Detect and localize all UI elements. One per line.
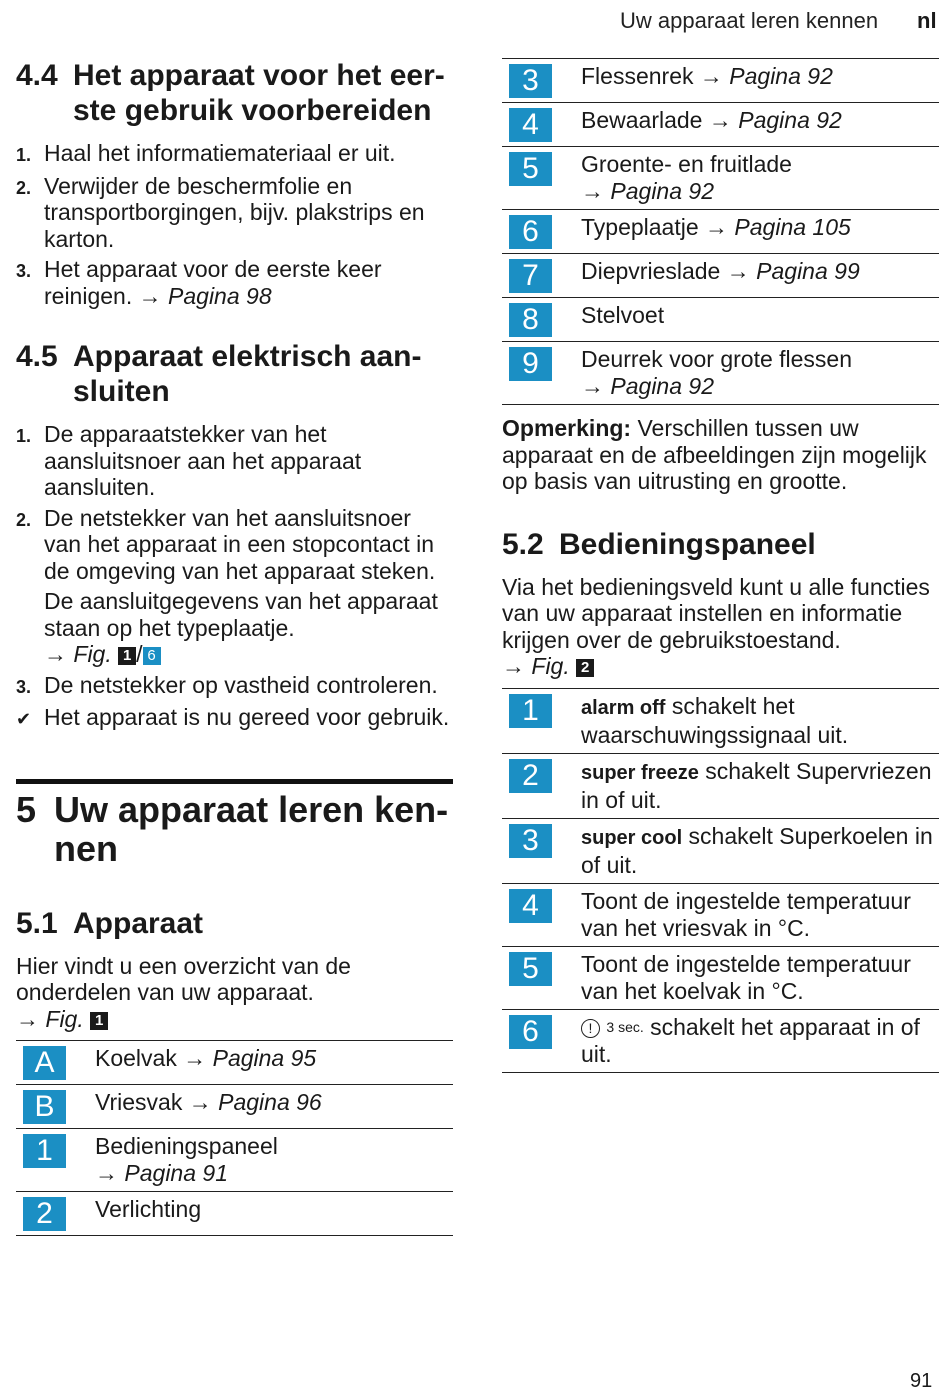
list-item (16, 505, 453, 585)
steps-list-4-5 (16, 421, 453, 733)
table-row (16, 1085, 453, 1129)
hold-duration-label: 3 sec. (606, 1018, 644, 1035)
section-number: 5.2 (502, 527, 544, 561)
section-title-line-1: Het apparaat voor het eer- (73, 59, 445, 92)
step-number: 2. (16, 177, 32, 198)
step-text: De netstekker op vastheid controleren. (44, 671, 438, 698)
legend-text (581, 103, 939, 147)
legend-label: Stelvoet (581, 302, 665, 328)
legend-text (95, 1129, 453, 1192)
control-panel-legend-table (502, 688, 939, 1073)
remark-label: Opmerking: (502, 415, 632, 441)
connection-note (44, 588, 453, 668)
checkmark-icon: ✔ (16, 709, 32, 729)
remark-text: Verschillen tussen uw apparaat en de afbeeldingen zijn mogelijk op basis van uitrusting en grootte. (502, 415, 927, 494)
step-text (44, 256, 453, 309)
section-heading-4-4 (16, 58, 453, 128)
legend-label: Groente- en fruitlade (581, 151, 792, 177)
figure-reference[interactable]: → Fig. (44, 641, 112, 667)
legend-key-badge: 4 (509, 889, 552, 923)
figure-item-badge: 6 (143, 647, 161, 665)
control-description: Toont de ingestelde temperatuur van het vriesvak in °C. (581, 887, 911, 941)
chapter-title (54, 790, 448, 868)
section-title (73, 339, 421, 409)
page-reference-link[interactable]: → Pagina 96 (188, 1089, 322, 1115)
step-text: Haal het informatiemateriaal er uit. (44, 140, 396, 166)
legend-text (581, 1009, 939, 1072)
legend-key-badge: 5 (509, 952, 552, 986)
legend-key-badge: 6 (509, 215, 552, 249)
legend-label: Bewaarlade (581, 107, 703, 133)
legend-text (581, 147, 939, 210)
section-intro-text: Via het bedieningsveld kunt u alle functies van uw apparaat instellen en informatie krijgen over de gebruikstoestand. (502, 573, 930, 653)
step-text-main: Het apparaat voor de eerste keer reinigen. (44, 256, 382, 309)
legend-key-badge: B (23, 1090, 66, 1124)
power-icon: ! (581, 1019, 600, 1038)
page-reference-link[interactable]: → Pagina 92 (699, 63, 833, 89)
legend-key-badge: 2 (23, 1197, 66, 1231)
table-row (16, 1192, 453, 1236)
legend-key-badge: 3 (509, 64, 552, 98)
left-column (16, 58, 453, 1236)
legend-key-badge: 1 (509, 694, 552, 728)
control-description: schakelt Supervriezen in of uit. (581, 757, 932, 813)
legend-label: Bedieningspaneel (95, 1133, 278, 1159)
section-title (73, 58, 445, 128)
page-reference-link[interactable]: → Pagina 105 (705, 214, 851, 240)
legend-text (581, 818, 939, 883)
step-text: Verwijder de beschermfolie en transportborgingen, bijv. plakstrips en karton. (44, 172, 425, 252)
legend-key-badge: 3 (509, 824, 552, 858)
legend-key-badge: A (23, 1046, 66, 1080)
table-row (502, 883, 939, 946)
running-header-title: Uw apparaat leren kennen (620, 8, 879, 33)
control-label-super-cool: super cool (581, 826, 683, 849)
chapter-heading-5 (16, 790, 453, 868)
legend-text (581, 254, 939, 298)
legend-key-badge: 1 (23, 1134, 66, 1168)
legend-label: Koelvak (95, 1045, 177, 1071)
legend-label: Flessenrek (581, 63, 694, 89)
table-row (502, 818, 939, 883)
page-reference-link[interactable]: → Pagina 95 (183, 1045, 317, 1071)
page-reference-link[interactable]: → Pagina 99 (726, 258, 860, 284)
section-title-line-2: sluiten (73, 375, 170, 408)
figure-reference[interactable]: → Fig. (16, 1005, 84, 1032)
table-row (502, 103, 939, 147)
section-intro-text: Hier vindt u een overzicht van de onderdelen van uw apparaat. (16, 952, 351, 1005)
section-heading-5-1 (16, 906, 453, 941)
legend-key-badge: 2 (509, 759, 552, 793)
figure-number-badge: 1 (118, 647, 136, 665)
page-number: 91 (910, 1370, 933, 1392)
section-number: 5.1 (16, 906, 58, 940)
legend-text (95, 1192, 453, 1236)
table-row (16, 1129, 453, 1192)
figure-number-badge: 1 (90, 1012, 108, 1030)
legend-key-badge: 9 (509, 347, 552, 381)
step-text: De apparaatstekker van het aansluitsnoer aan het apparaat aansluiten. (44, 421, 362, 500)
section-title-line-2: ste gebruik voorbereiden (73, 94, 432, 127)
control-description: Toont de ingestelde temperatuur van het koelvak in °C. (581, 950, 911, 1004)
page-reference-link[interactable]: → Pagina 91 (95, 1160, 228, 1186)
legend-key-badge: 6 (509, 1015, 552, 1049)
control-label-super-freeze: super freeze (581, 761, 699, 784)
legend-text (95, 1041, 453, 1085)
table-row (502, 254, 939, 298)
page-reference-link[interactable]: → Pagina 98 (138, 282, 272, 309)
section-intro (16, 953, 453, 1033)
connection-note-text: De aansluitgegevens van het apparaat staan op het typeplaatje. (44, 588, 438, 641)
parts-legend-table-continued (502, 58, 939, 405)
page-reference-link[interactable]: → Pagina 92 (581, 373, 714, 399)
legend-label: Vriesvak (95, 1089, 183, 1115)
chapter-title-line-1: Uw apparaat leren ken- (54, 788, 449, 830)
table-row (502, 210, 939, 254)
running-header-language: nl (917, 8, 937, 33)
legend-label: Typeplaatje (581, 214, 699, 240)
step-number: 2. (16, 509, 32, 530)
section-heading-5-2 (502, 527, 939, 562)
section-title: Bedieningspaneel (559, 527, 816, 561)
table-row (16, 1041, 453, 1085)
table-row (502, 147, 939, 210)
legend-text (581, 688, 939, 753)
step-number: 1. (16, 426, 32, 446)
list-item (16, 140, 453, 169)
page-reference-link[interactable]: → Pagina 92 (581, 178, 714, 204)
step-number: 1. (16, 145, 32, 165)
table-row (502, 1009, 939, 1072)
section-title: Apparaat (73, 906, 204, 940)
step-number: 3. (16, 676, 32, 697)
legend-text (581, 753, 939, 818)
step-text: De netstekker van het aansluitsnoer van het apparaat in een stopcontact in de omgeving van het apparaat steken. (44, 504, 436, 584)
right-column (502, 58, 939, 1073)
legend-key-badge: 8 (509, 303, 552, 337)
step-number: 3. (16, 261, 32, 281)
legend-text (95, 1085, 453, 1129)
section-number: 4.4 (16, 59, 58, 92)
section-title-line-1: Apparaat elektrisch aan- (73, 340, 422, 373)
legend-text (581, 210, 939, 254)
section-intro (502, 574, 939, 680)
chapter-title-line-2: nen (54, 827, 119, 869)
table-row (502, 688, 939, 753)
chapter-number: 5 (16, 788, 37, 830)
legend-label: Diepvrieslade (581, 258, 721, 284)
list-item (16, 173, 453, 253)
section-number: 4.5 (16, 340, 58, 373)
figure-separator: / (136, 641, 143, 667)
list-item (16, 421, 453, 501)
legend-text (581, 946, 939, 1009)
legend-label: Deurrek voor grote flessen (581, 346, 853, 372)
control-label-alarm-off: alarm off (581, 696, 666, 719)
parts-legend-table (16, 1040, 453, 1236)
table-row (502, 946, 939, 1009)
table-row (502, 298, 939, 342)
control-description: schakelt het apparaat in of uit. (581, 1013, 920, 1067)
legend-text (581, 59, 939, 103)
legend-text (581, 298, 939, 342)
control-description: schakelt Superkoelen in of uit. (581, 822, 933, 878)
list-item (16, 256, 453, 309)
legend-text (581, 883, 939, 946)
table-row (502, 59, 939, 103)
chapter-divider (16, 779, 453, 784)
figure-number-badge: 2 (576, 659, 594, 677)
control-description: schakelt het waarschuwingssignaal uit. (581, 692, 849, 748)
section-heading-4-5 (16, 339, 453, 409)
legend-text (581, 342, 939, 405)
legend-label: Verlichting (95, 1196, 202, 1222)
legend-key-badge: 5 (509, 152, 552, 186)
table-row (502, 342, 939, 405)
list-item (16, 704, 453, 733)
legend-key-badge: 4 (509, 108, 552, 142)
remark-paragraph (502, 415, 939, 495)
step-text: Het apparaat is nu gereed voor gebruik. (44, 704, 450, 730)
page-reference-link[interactable]: → Pagina 92 (708, 107, 842, 133)
figure-reference[interactable]: → Fig. (502, 653, 570, 679)
legend-key-badge: 7 (509, 259, 552, 293)
table-row (502, 753, 939, 818)
list-item (16, 672, 453, 701)
steps-list-4-4 (16, 140, 453, 309)
